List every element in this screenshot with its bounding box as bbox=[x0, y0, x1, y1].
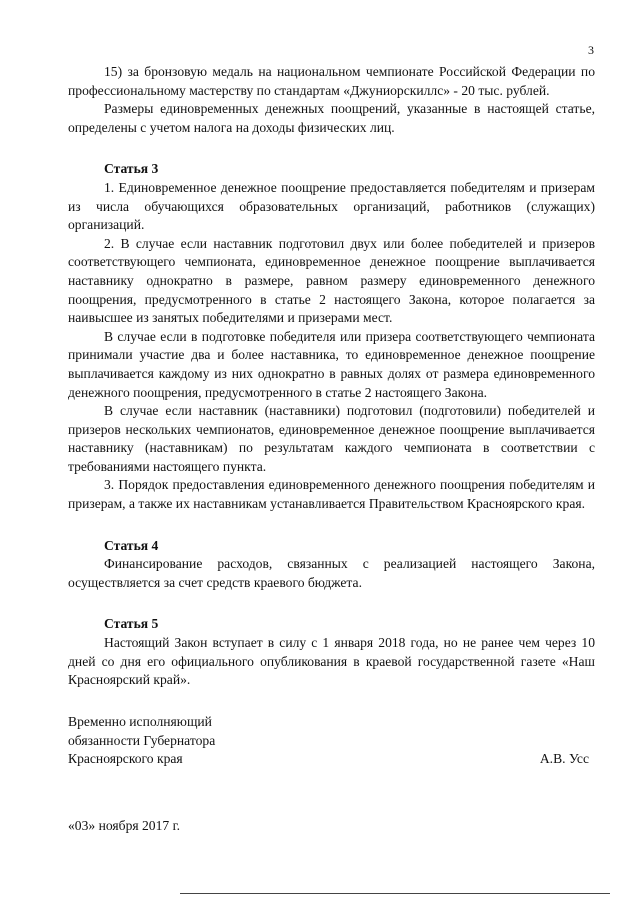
paragraph: 15) за бронзовую медаль на национальном чемпионате Российской Федерации по профессиональному мастерству по стандартам «Джуниорскиллс» - 20 тыс. рублей. bbox=[68, 64, 595, 98]
signatory-name: А.В. Усс bbox=[539, 751, 589, 766]
paragraph: Финансирование расходов, связанных с реализацией настоящего Закона, осуществляется за счет средств краевого бюджета. bbox=[68, 556, 595, 590]
signatory-title-line: Временно исполняющий bbox=[68, 714, 212, 729]
page-number: 3 bbox=[588, 43, 594, 57]
article-heading: Статья 5 bbox=[104, 616, 159, 632]
bottom-rule bbox=[180, 893, 610, 894]
paragraph: 1. Единовременное денежное поощрение предоставляется победителям и призерам из числа обучающихся образовательных организаций, работников (служащих) организаций. bbox=[68, 179, 595, 233]
article-heading: Статья 4 bbox=[104, 537, 159, 553]
signatory-title-line: обязанности Губернатора bbox=[68, 732, 216, 748]
document-date: «03» ноября 2017 г. bbox=[68, 818, 181, 833]
paragraph: В случае если в подготовке победителя или призера соответствующего чемпионата принимали участие два и более наставника, то единовременное денежное поощрение выплачивается каждому из них однократно в равных долях от размера единовременного денежного поощрения, предусмотренного в статье 2 настоящего Закона. bbox=[68, 328, 595, 400]
document-body bbox=[68, 63, 595, 690]
paragraph: 2. В случае если наставник подготовил двух или более победителей и призеров соответствующего чемпионата, единовременное денежное поощрение выплачивается наставнику однократно в размере, равном размеру единовременного денежного поощрения, предусмотренного в статье 2 настоящего Закона, которое полагается за наивысшее из занятых победителями и призерами мест. bbox=[68, 235, 595, 326]
paragraph: 3. Порядок предоставления единовременного денежного поощрения победителям и призерам, а также их наставникам устанавливается Правительством Красноярского края. bbox=[68, 477, 595, 512]
paragraph: Настоящий Закон вступает в силу с 1 января 2018 года, но не ранее чем через 10 дней со дня его официального опубликования в краевой государственной газете «Наш Красноярский край». bbox=[68, 635, 595, 688]
signature-block bbox=[68, 713, 595, 769]
article-heading: Статья 3 bbox=[104, 161, 159, 177]
paragraph: Размеры единовременных денежных поощрений, указанные в настоящей статье, определены с учетом налога на доходы физических лиц. bbox=[68, 101, 595, 135]
paragraph: В случае если наставник (наставники) подготовил (подготовили) победителей и призеров нескольких чемпионатов, единовременное денежное поощрение выплачивается наставнику (наставникам) по результатам каждого чемпионата в соответствии с требованиями настоящего пункта. bbox=[68, 403, 595, 474]
signatory-title-line: Красноярского края bbox=[68, 751, 183, 767]
